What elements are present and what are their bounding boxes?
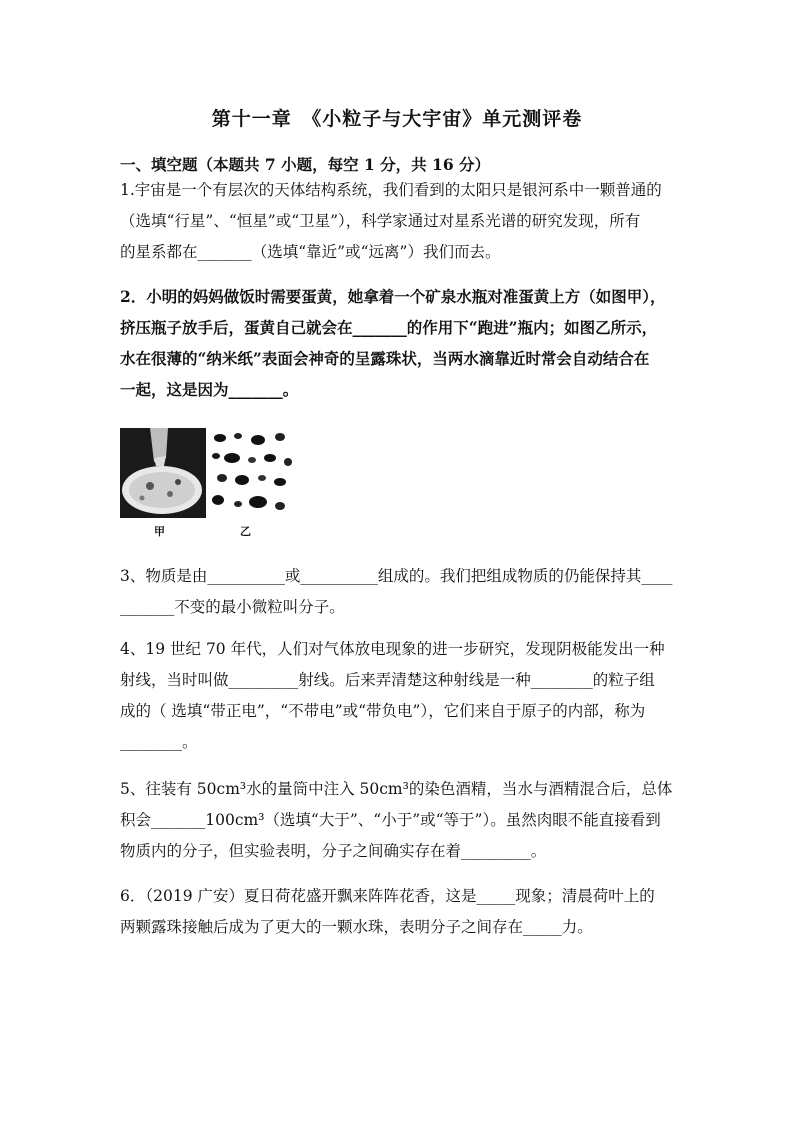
question-line: 两颗露珠接触后成为了更大的一颗水珠，表明分子之间存在_____力。	[120, 918, 593, 936]
question-line: 的星系都在_______（选填“靠近”或“远离”）我们而去。	[120, 243, 501, 261]
question-line: 射线，当时叫做_________射线。后来弄清楚这种射线是一种________的粒子组	[120, 671, 655, 689]
question-line: ________。	[120, 733, 198, 751]
question-5	[120, 774, 680, 867]
question-line: 5、往装有 50cm³水的量筒中注入 50cm³的染色酒精，当水与酒精混合后，总体	[120, 780, 673, 798]
question-line: 积会_______100cm³（选填“大于”、“小于”或“等于”）。虽然肉眼不能直接看到	[120, 811, 661, 829]
question-4	[120, 634, 680, 758]
figure-egg-yolk-and-droplets	[120, 428, 294, 540]
figure-image	[120, 428, 294, 524]
question-line: 成的（ 选填“带正电”，“不带电”或“带负电”），它们来自于原子的内部，称为	[120, 702, 646, 720]
question-1	[120, 175, 680, 268]
question-line: 1.宇宙是一个有层次的天体结构系统，我们看到的太阳只是银河系中一颗普通的	[120, 181, 662, 199]
question-2	[120, 281, 680, 405]
question-line: _______不变的最小微粒叫分子。	[120, 598, 345, 616]
question-line: 水在很薄的“纳米纸”表面会神奇的呈露珠状，当两水滴靠近时常会自动结合在	[120, 349, 650, 368]
figure-label-a: 甲	[154, 525, 165, 538]
question-line: 3、物质是由__________或__________组成的。我们把组成物质的仍能保持其____	[120, 567, 673, 585]
question-3	[120, 561, 680, 623]
section-heading: 一、填空题（本题共 7 小题，每空 1 分，共 16 分）	[120, 155, 491, 174]
question-line: （选填“行星”、“恒星”或“卫星”），科学家通过对星系光谱的研究发现，所有	[120, 212, 641, 230]
question-line: 6．（2019 广安）夏日荷花盛开飘来阵阵花香，这是_____现象；清晨荷叶上的	[120, 887, 655, 905]
question-line: 物质内的分子，但实验表明，分子之间确实存在着_________。	[120, 842, 547, 860]
question-line: 4、19 世纪 70 年代，人们对气体放电现象的进一步研究，发现阴极能发出一种	[120, 640, 665, 658]
question-line: 2．小明的妈妈做饭时需要蛋黄，她拿着一个矿泉水瓶对准蛋黄上方（如图甲），	[120, 287, 666, 306]
page-title: 第十一章 《小粒子与大宇宙》单元测评卷	[211, 108, 583, 130]
question-line: 挤压瓶子放手后，蛋黄自己就会在_______的作用下“跑进”瓶内；如图乙所示，	[120, 318, 658, 337]
question-line: 一起，这是因为_______。	[120, 380, 299, 399]
figure-label-b: 乙	[240, 525, 251, 538]
question-6	[120, 881, 680, 943]
